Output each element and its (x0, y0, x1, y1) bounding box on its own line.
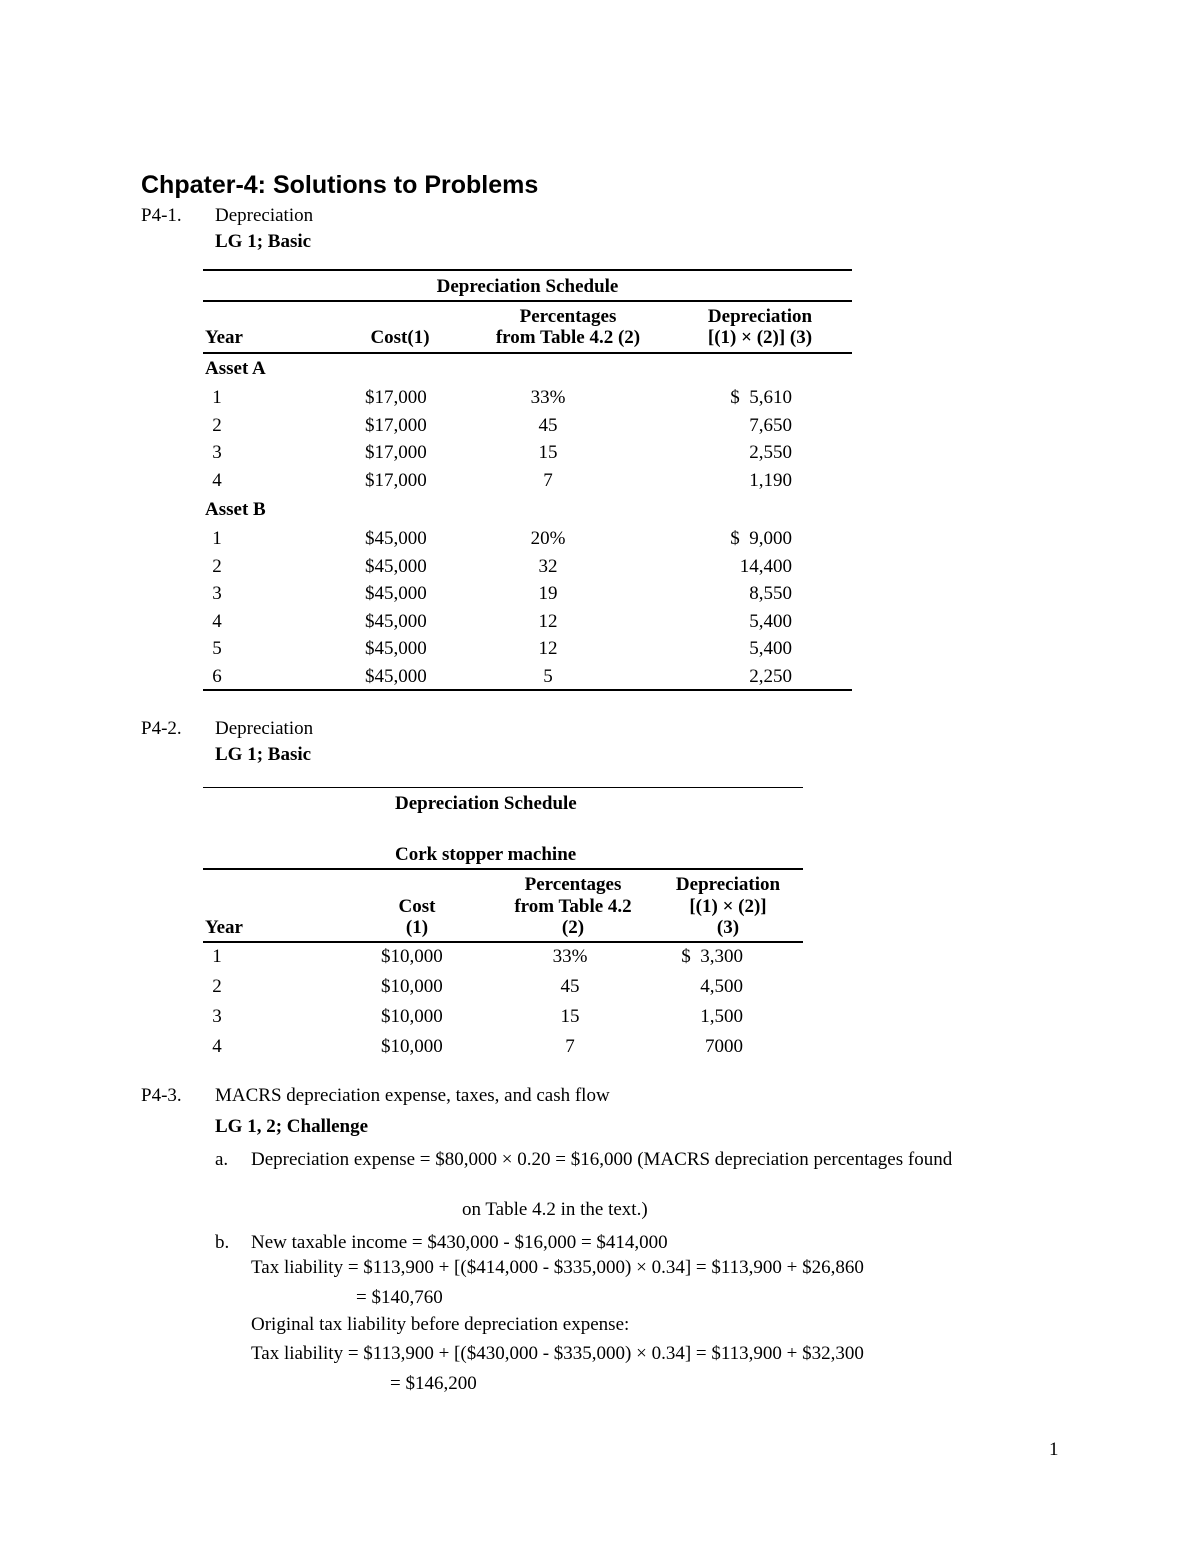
cell-year: 1 (212, 946, 222, 967)
cell-percentage: 7 (543, 470, 553, 491)
cell-year: 2 (212, 415, 222, 436)
col-header-dep-line2: [(1) × (2)] (689, 896, 767, 917)
table-top-rule (203, 269, 852, 271)
cell-year: 3 (212, 583, 222, 604)
page-number: 1 (1049, 1439, 1059, 1460)
table-bottom-rule (203, 689, 852, 691)
cell-depreciation: $ 3,300 (681, 946, 743, 967)
col-header-pct-line3: (2) (561, 917, 585, 938)
col-header-dep-line3: (3) (716, 917, 740, 938)
part-a-label: a. (215, 1149, 229, 1170)
cell-percentage: 12 (538, 611, 558, 632)
cell-year: 6 (212, 666, 222, 687)
table-caption: Depreciation Schedule (436, 276, 619, 297)
cell-percentage: 33% (530, 387, 566, 408)
cell-percentage: 20% (530, 528, 566, 549)
learning-goal: LG 1; Basic (215, 231, 312, 252)
cell-percentage: 7 (565, 1036, 575, 1057)
cell-cost: $10,000 (381, 976, 443, 997)
col-header-pct-line2: from Table 4.2 (2) (495, 327, 641, 348)
problem-number: P4-1. (141, 205, 182, 226)
col-header-dep-line2: [(1) × (2)] (3) (707, 327, 813, 348)
problem-topic: Depreciation (215, 718, 314, 739)
cell-cost: $17,000 (365, 415, 427, 436)
cell-cost: $17,000 (365, 470, 427, 491)
col-header-dep-line1: Depreciation (675, 874, 781, 895)
col-header-year: Year (205, 917, 243, 938)
cell-percentage: 45 (560, 976, 580, 997)
cell-percentage: 5 (543, 666, 553, 687)
cell-depreciation: $ 9,000 (730, 528, 792, 549)
cell-percentage: 32 (538, 556, 558, 577)
cell-depreciation: 7000 (705, 1036, 743, 1057)
table-caption: Depreciation Schedule (395, 793, 577, 814)
page-title: Chpater-4: Solutions to Problems (141, 171, 539, 199)
cell-year: 4 (212, 611, 222, 632)
cell-cost: $45,000 (365, 638, 427, 659)
learning-goal: LG 1; Basic (215, 744, 312, 765)
problem-number: P4-2. (141, 718, 182, 739)
cell-depreciation: 5,400 (749, 638, 792, 659)
cell-cost: $45,000 (365, 528, 427, 549)
problem-topic: Depreciation (215, 205, 314, 226)
part-b-line: = $140,760 (356, 1287, 443, 1308)
table-header-rule (203, 352, 852, 354)
cell-percentage: 15 (560, 1006, 580, 1027)
cell-cost: $17,000 (365, 387, 427, 408)
learning-goal: LG 1, 2; Challenge (215, 1116, 369, 1137)
col-header-pct-line1: Percentages (524, 874, 622, 895)
cell-cost: $45,000 (365, 611, 427, 632)
cell-depreciation: 1,500 (700, 1006, 743, 1027)
part-a-line: on Table 4.2 in the text.) (462, 1199, 648, 1220)
cell-depreciation: 7,650 (749, 415, 792, 436)
table-caption-rule (203, 868, 803, 870)
cell-cost: $45,000 (365, 666, 427, 687)
cell-cost: $45,000 (365, 556, 427, 577)
col-header-cost-line2: (1) (405, 917, 429, 938)
problem-topic: MACRS depreciation expense, taxes, and cash flow (215, 1085, 610, 1106)
col-header-cost-line1: Cost (398, 896, 436, 917)
group-label: Asset B (205, 499, 266, 520)
cell-year: 5 (212, 638, 222, 659)
cell-depreciation: 2,250 (749, 666, 792, 687)
part-a-line: Depreciation expense = $80,000 × 0.20 = $16,000 (MACRS depreciation percentages found (251, 1149, 953, 1170)
cell-year: 4 (212, 470, 222, 491)
cell-year: 2 (212, 976, 222, 997)
cell-depreciation: 14,400 (739, 556, 792, 577)
part-b-line: New taxable income = $430,000 - $16,000 = $414,000 (251, 1232, 668, 1253)
cell-percentage: 19 (538, 583, 558, 604)
table-caption-rule (203, 300, 852, 302)
cell-percentage: 12 (538, 638, 558, 659)
cell-year: 1 (212, 387, 222, 408)
problem-number: P4-3. (141, 1085, 182, 1106)
cell-cost: $10,000 (381, 1036, 443, 1057)
group-label: Asset A (205, 358, 266, 379)
part-b-line: Tax liability = $113,900 + [($414,000 - $335,000) × 0.34] = $113,900 + $26,860 (251, 1257, 864, 1278)
col-header-cost: Cost(1) (370, 327, 430, 348)
cell-cost: $17,000 (365, 442, 427, 463)
cell-percentage: 33% (552, 946, 588, 967)
cell-cost: $10,000 (381, 946, 443, 967)
table-header-rule (203, 941, 803, 943)
col-header-pct-line2: from Table 4.2 (514, 896, 632, 917)
cell-depreciation: 8,550 (749, 583, 792, 604)
col-header-pct-line1: Percentages (519, 306, 617, 327)
table-subcaption: Cork stopper machine (395, 844, 577, 865)
cell-year: 3 (212, 1006, 222, 1027)
cell-percentage: 45 (538, 415, 558, 436)
part-b-line: = $146,200 (390, 1373, 477, 1394)
table-top-rule (203, 787, 803, 788)
part-b-label: b. (215, 1232, 230, 1253)
cell-year: 1 (212, 528, 222, 549)
col-header-dep-line1: Depreciation (707, 306, 813, 327)
cell-depreciation: 1,190 (749, 470, 792, 491)
cell-cost: $10,000 (381, 1006, 443, 1027)
cell-percentage: 15 (538, 442, 558, 463)
cell-depreciation: $ 5,610 (730, 387, 792, 408)
col-header-year: Year (205, 327, 243, 348)
cell-year: 3 (212, 442, 222, 463)
part-b-line: Original tax liability before depreciation expense: (251, 1314, 630, 1335)
cell-cost: $45,000 (365, 583, 427, 604)
cell-year: 4 (212, 1036, 222, 1057)
cell-depreciation: 5,400 (749, 611, 792, 632)
part-b-line: Tax liability = $113,900 + [($430,000 - $335,000) × 0.34] = $113,900 + $32,300 (251, 1343, 864, 1364)
cell-depreciation: 4,500 (700, 976, 743, 997)
cell-depreciation: 2,550 (749, 442, 792, 463)
cell-year: 2 (212, 556, 222, 577)
